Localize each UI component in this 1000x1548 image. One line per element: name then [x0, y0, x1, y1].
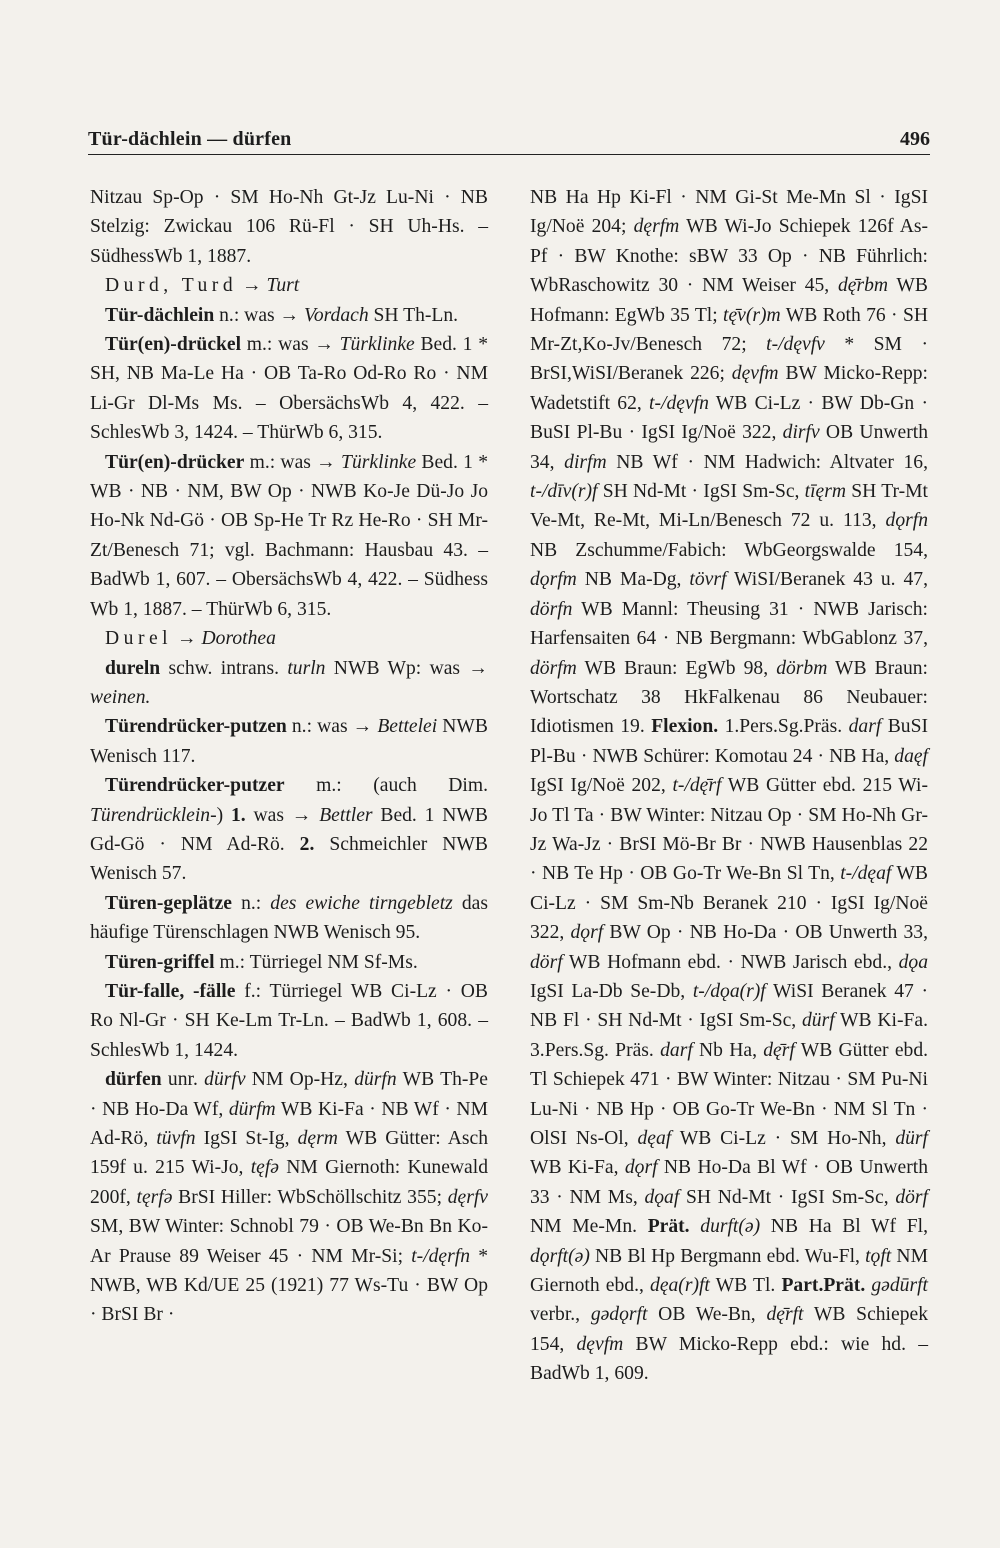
dialect-form: tę̄v(r)m — [723, 304, 781, 326]
entry-text: BuSI Pl-Bu · NWB Schürer: Komotau 24 · NB Ha, — [530, 716, 928, 767]
dialect-form: dǫa — [898, 951, 928, 973]
dialect-form: dörfm — [530, 657, 577, 679]
entry-text: SH Nd-Mt · IgSI Sm-Sc, — [679, 1186, 896, 1208]
dialect-form: Bettelei — [377, 716, 438, 738]
dialect-form: darf — [848, 716, 882, 738]
headword: Tür(en)-drücker — [105, 451, 245, 473]
entry-text: unr. — [161, 1069, 205, 1091]
headword: dureln — [105, 657, 161, 679]
headword: Part.Prät. — [781, 1275, 866, 1297]
dialect-form: dörbm — [776, 657, 828, 679]
dialect-form: daęf — [894, 745, 928, 767]
page-number: 496 — [900, 128, 930, 150]
dictionary-entry — [90, 624, 488, 653]
entry-text: BW Micko-Repp: Wadetstift 62, — [530, 363, 928, 414]
running-head-title: Tür-dächlein — dürfen — [88, 128, 292, 150]
dialect-form: darf — [660, 1039, 693, 1061]
headword: Tür-dächlein — [105, 304, 215, 326]
headword: 1. — [230, 804, 246, 826]
dialect-form: Türklinke — [339, 334, 415, 356]
dialect-form: dörf — [530, 951, 563, 973]
dialect-form: Turt — [266, 275, 300, 297]
entry-text: WB Mannl: Theusing 31 · NWB Jarisch: Harfensaiten 64 · NB Bergmann: WbGablonz 37, — [530, 598, 928, 650]
entry-text: Bed. 1 NWB Gd-Gö · NM Ad-Rö. — [90, 804, 488, 855]
dialect-form: Türendrücklein- — [90, 804, 217, 826]
dialect-form: tęfə — [250, 1157, 279, 1179]
entry-text: WB Gütter: Asch 159f u. 215 Wi-Jo, — [90, 1128, 489, 1179]
entry-text: NB Ho-Da Bl Wf · OB Unwerth 33 · NM Ms, — [530, 1157, 928, 1208]
entry-text: SM, BW Winter: Schnobl 79 · OB We-Bn Bn Ko-Ar Prause 89 Weiser 45 · NM Mr-Si; — [90, 1216, 488, 1267]
entry-text: WB Ci-Lz · SM Ho-Nh, — [671, 1128, 896, 1149]
entry-text: ) — [216, 804, 231, 826]
dialect-form: dǫrfm — [530, 569, 577, 591]
entry-text: WB Hofmann: EgWb 35 Tl; — [530, 275, 928, 326]
dialect-form: dörf — [895, 1186, 928, 1208]
dialect-form: Dorothea — [201, 628, 276, 650]
dialect-form: weinen. — [90, 686, 151, 708]
entry-text: n.: — [231, 892, 271, 914]
dialect-form: dęa(r)ft — [650, 1275, 710, 1297]
entry-text: NB Wf · NM Hadwich: Altvater 16, — [606, 451, 928, 473]
dialect-form: t-/dęvfn — [649, 392, 709, 414]
entry-text: WiSI/Beranek 43 u. 47, — [726, 569, 928, 591]
dictionary-entry — [90, 889, 488, 948]
entry-text: NB Ha Hp Ki-Fl · NM Gi-St Me-Mn Sl · IgSI Ig/Noë 204; — [530, 187, 928, 238]
entry-text: WB Roth 76 · SH Mr-Zt,Ko-Jv/Benesch 72; — [530, 304, 928, 356]
dialect-form: dę̄rf — [763, 1039, 795, 1061]
dialect-form: t-/dǫa(r)f — [692, 980, 766, 1002]
dialect-form: dürfn — [354, 1069, 397, 1091]
entry-text: WB Wi-Jo Schiepek 126f As-Pf · BW Knothe: sBW 33 Op · NB Führlich: WbRaschowitz 30 · NM Weiser 45, — [530, 216, 929, 297]
entry-text: n.: was → — [214, 304, 305, 326]
spaced-lemma: Durd, Turd — [105, 275, 238, 297]
entry-text: IgSI Ig/Noë 202, — [530, 775, 673, 797]
headword: Tür-falle, -fälle — [105, 980, 236, 1002]
entry-text: SH Tr-Mt Ve-Mt, Re-Mt, Mi-Ln/Benesch 72 u. 113, — [530, 481, 928, 532]
running-head — [88, 128, 930, 155]
dialect-form: dęvfm — [731, 363, 779, 385]
entry-text: BW Micko-Repp ebd.: wie hd. – BadWb 1, 609. — [530, 1333, 928, 1385]
entry-text: NM Me-Mn. — [530, 1216, 648, 1238]
dialect-form: t-/dīv(r)f — [530, 481, 598, 503]
dialect-form: dǫaf — [644, 1186, 680, 1208]
dialect-form: dęrfm — [633, 216, 680, 238]
dialect-form: dęrm — [297, 1128, 338, 1149]
dialect-form: dǫrf — [570, 922, 604, 944]
entry-text: n.: was → — [286, 716, 378, 738]
dialect-form: dirfv — [782, 422, 820, 444]
dialect-form: dǫrft(ə) — [530, 1245, 590, 1267]
entry-text: WB Ki-Fa, — [530, 1157, 625, 1179]
dialect-form: Bettler — [319, 804, 373, 826]
entry-text: WB Braun: EgWb 98, — [576, 657, 777, 679]
headword: Türen-griffel — [105, 951, 215, 973]
left-column — [90, 183, 488, 1330]
dialect-form: dürf — [801, 1010, 835, 1032]
entry-text: das häufige Türenschlagen NWB Wenisch 95. — [90, 892, 488, 944]
entry-text: NM Giernoth ebd., — [530, 1245, 928, 1297]
entry-text: NWB Wp: was → — [325, 657, 488, 679]
dialect-form: tǫft — [865, 1245, 892, 1267]
entry-text: NWB Wenisch 117. — [90, 716, 488, 767]
entry-text: BrSI Hiller: WbSchöllschitz 355; — [172, 1186, 448, 1208]
headword: Türendrücker-putzen — [105, 716, 287, 738]
dialect-form: dǫrf — [624, 1157, 658, 1179]
entry-text: IgSI La-Db Se-Db, — [530, 980, 693, 1002]
entry-text: OB Unwerth 34, — [530, 422, 928, 473]
dialect-form: turln — [287, 657, 326, 679]
entry-text: NM Op-Hz, — [245, 1069, 355, 1091]
dictionary-entry — [90, 712, 488, 771]
entry-text: m.: was → — [244, 451, 342, 473]
dialect-form: t-/dęvfv — [766, 334, 825, 356]
dialect-form: dirfm — [564, 451, 607, 473]
entry-text — [690, 1216, 701, 1237]
dialect-form: dǫrfn — [885, 510, 928, 532]
dialect-form: t-/dę̄rf — [672, 775, 722, 797]
dialect-form: tüvfn — [156, 1128, 196, 1149]
entry-text: Nitzau Sp-Op · SM Ho-Nh Gt-Jz Lu-Ni · NB Stelzig: Zwickau 106 Rü-Fl · SH Uh-Hs. – SüdhessWb 1, 1887. — [90, 187, 488, 267]
entry-text: NM Giernoth: Kunewald 200f, — [90, 1157, 488, 1208]
dialect-form: durft(ə) — [700, 1216, 761, 1238]
entry-text: NB Ha Bl Wf Fl, — [760, 1216, 928, 1238]
entry-text: Nb Ha, — [692, 1039, 764, 1061]
dialect-form: Vordach — [304, 304, 369, 326]
entry-text: WB Schiepek 154, — [530, 1304, 928, 1355]
entry-text: was → — [245, 804, 320, 826]
entry-text: WB Gütter ebd. 215 Wi-Jo Tl Ta · BW Winter: Nitzau Op · SM Ho-Nh Gr-Jz Wa-Jz · BrSI Mö-Br Br · NWB Hausenblas 22 · NB Te Hp · OB Go-Tr We-Bn Sl Tn, — [530, 775, 928, 885]
spaced-lemma: Durel — [105, 628, 173, 650]
dictionary-entry — [90, 977, 488, 1065]
entry-text: WB Gütter ebd. Tl Schiepek 471 · BW Winter: Nitzau · SM Pu-Ni Lu-Ni · NB Hp · OB Go-Tr We-Bn · NM Sl Tn · OlSI Ns-Ol, — [530, 1039, 929, 1149]
entry-text: Schmeichler NWB Wenisch 57. — [90, 833, 488, 885]
dialect-form: gədūrft — [871, 1275, 928, 1297]
entry-text: Bed. 1 * WB · NB · NM, BW Op · NWB Ko-Je Dü-Jo Jo Ho-Nk Nd-Gö · OB Sp-He Tr Rz He-Ro · SH Mr-Zt/Benesch 71; vgl. Bachmann: Hausbau 43. – BadWb 1, 607. – ObersächsWb 4, 422. – Südhess Wb 1, 1887. – ThürWb 6, 315. — [90, 451, 489, 620]
entry-text: OB We-Bn, — [647, 1304, 767, 1326]
entry-text: * SM · BrSI,WiSI/Beranek 226; — [530, 334, 928, 385]
dialect-form: tīęrm — [804, 481, 847, 503]
headword: Prät. — [647, 1216, 690, 1238]
entry-text: WB Braun: Wortschatz 38 HkFalkenau 86 Neubauer: Idiotismen 19. — [530, 657, 929, 738]
dictionary-entry — [90, 771, 488, 889]
dictionary-entry — [90, 654, 488, 713]
entry-text: * NWB, WB Kd/UE 25 (1921) 77 Ws-Tu · BW Op · BrSI Br · — [90, 1245, 488, 1326]
dialect-form: tęrfə — [136, 1186, 173, 1208]
entry-text: WB Ki-Fa. 3.Pers.Sg. Präs. — [530, 1010, 928, 1061]
dialect-form: dę̄rbm — [837, 275, 889, 297]
headword: Tür(en)-drückel — [105, 334, 242, 356]
entry-text: IgSI St-Ig, — [195, 1128, 298, 1149]
entry-text: → — [172, 628, 202, 650]
entry-text: verbr., — [530, 1304, 591, 1326]
continued-entry — [530, 183, 928, 1389]
dialect-form: tövrf — [689, 569, 727, 591]
dictionary-entry — [90, 1065, 488, 1330]
entry-text: f.: Türriegel WB Ci-Lz · OB Ro Nl-Gr · SH Ke-Lm Tr-Ln. – BadWb 1, 608. – SchlesWb 1, 1424. — [90, 980, 488, 1061]
entry-text: m.: was → — [241, 334, 340, 356]
headword: Türendrücker-putzer — [105, 775, 285, 797]
headword: 2. — [299, 833, 315, 855]
entry-text: schw. intrans. — [160, 657, 288, 679]
entry-text: BW Op · NB Ho-Da · OB Unwerth 33, — [603, 922, 928, 944]
headword: Türen-geplätze — [105, 892, 232, 914]
entry-text: WB Ci-Lz · BW Db-Gn · BuSI Pl-Bu · IgSI Ig/Noë 322, — [530, 392, 928, 444]
headword: dürfen — [105, 1069, 162, 1091]
dictionary-entry — [90, 301, 488, 330]
entry-text: 1.Pers.Sg.Präs. — [718, 716, 849, 738]
dialect-form: des ewiche tirngebletz — [270, 892, 453, 914]
continued-entry — [90, 183, 488, 271]
entry-text: NB Zschumme/Fabich: WbGeorgswalde 154, — [530, 539, 928, 561]
dialect-form: dürf — [895, 1128, 928, 1149]
entry-text: WB Hofmann ebd. · NWB Jarisch ebd., — [562, 951, 899, 973]
dictionary-entry — [90, 948, 488, 977]
entry-text: WB Ki-Fa · NB Wf · NM Ad-Rö, — [90, 1098, 489, 1149]
dialect-form: t-/dęrfn — [411, 1245, 470, 1267]
headword: Flexion. — [651, 716, 719, 738]
entry-text: WiSI Beranek 47 · NB Fl · SH Nd-Mt · IgSI Sm-Sc, — [530, 980, 928, 1032]
dialect-form: Türklinke — [341, 451, 417, 473]
dialect-form: dęrfv — [447, 1186, 488, 1208]
entry-text: WB Th-Pe · NB Ho-Da Wf, — [90, 1069, 489, 1120]
dialect-form: dę̄rft — [766, 1304, 804, 1326]
entry-text: → — [237, 275, 267, 297]
dictionary-entry — [90, 448, 488, 624]
entry-text: m.: Türriegel NM Sf-Ms. — [214, 951, 418, 973]
entry-text: NB Bl Hp Bergmann ebd. Wu-Fl, — [589, 1245, 866, 1267]
dialect-form: dürfm — [228, 1098, 276, 1120]
dialect-form: gədǫrft — [590, 1304, 648, 1326]
right-column — [530, 183, 928, 1389]
dialect-form: dęvfm — [576, 1333, 624, 1355]
dialect-form: t-/dęaf — [840, 863, 892, 885]
dictionary-entry — [90, 271, 488, 300]
entry-text: m.: (auch Dim. — [284, 775, 488, 797]
entry-text: SH Nd-Mt · IgSI Sm-Sc, — [597, 481, 805, 503]
dialect-form: dęaf — [637, 1128, 672, 1149]
entry-text: NB Ma-Dg, — [576, 569, 690, 591]
dialect-form: dörfn — [530, 598, 573, 620]
entry-text: Bed. 1 * SH, NB Ma-Le Ha · OB Ta-Ro Od-Ro Ro · NM Li-Gr Dl-Ms Ms. – ObersächsWb 4, 422. – SchlesWb 3, 1424. – ThürWb 6, 315. — [90, 334, 489, 444]
dictionary-entry — [90, 330, 488, 448]
entry-text: WB Ci-Lz · SM Sm-Nb Beranek 210 · IgSI Ig/Noë 322, — [530, 863, 928, 944]
entry-text: SH Th-Ln. — [368, 304, 459, 326]
dialect-form: dürfv — [204, 1069, 246, 1091]
entry-text: WB Tl. — [709, 1275, 782, 1297]
